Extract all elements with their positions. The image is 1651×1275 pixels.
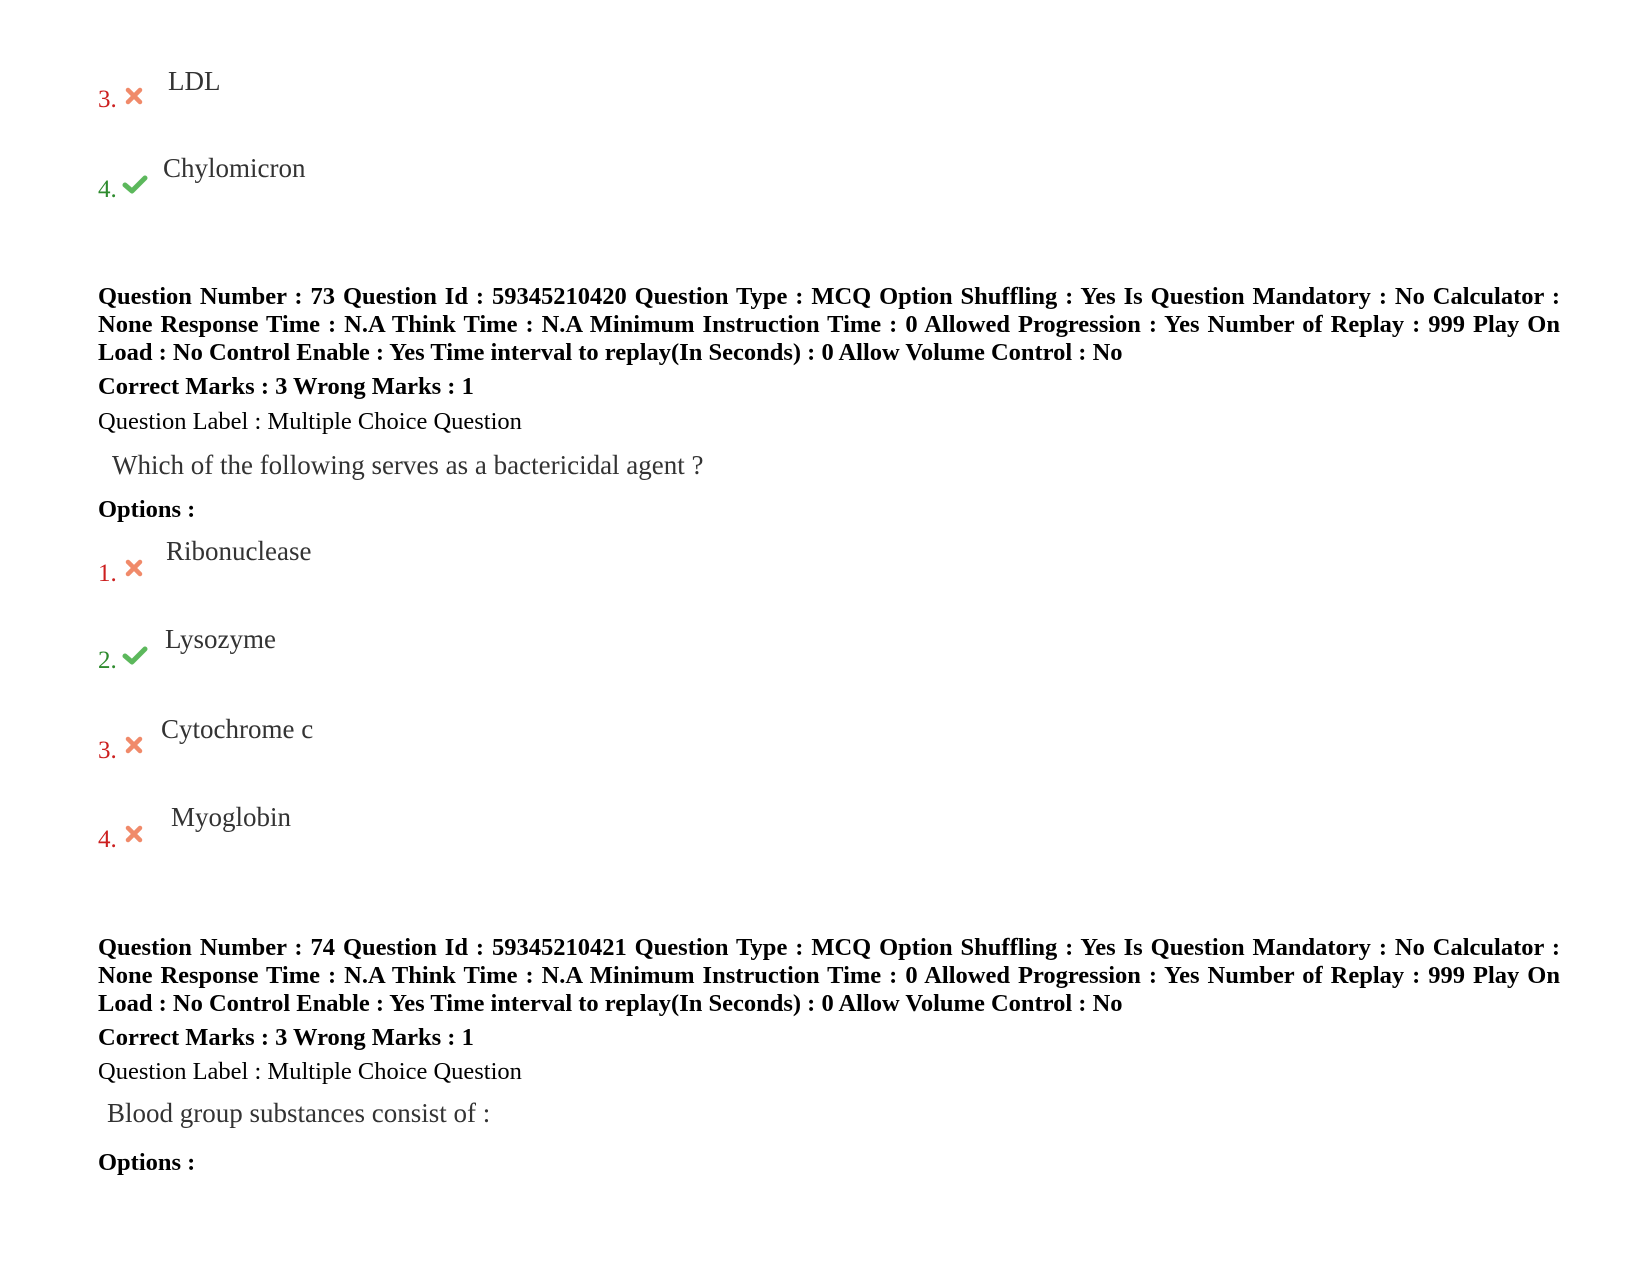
option-number: 4.: [98, 176, 117, 203]
option-text: Ribonuclease: [166, 536, 312, 566]
option-number: 2.: [98, 647, 117, 674]
cross-icon: [124, 86, 144, 106]
option-text: Myoglobin: [171, 802, 292, 832]
question-text: Which of the following serves as a bactericidal agent ?: [112, 450, 704, 480]
check-icon: [122, 645, 148, 665]
option-number: 1.: [98, 560, 117, 587]
option-number: 4.: [98, 826, 117, 853]
option-number: 3.: [98, 86, 117, 113]
cross-icon: [124, 824, 144, 844]
question-marks: Correct Marks : 3 Wrong Marks : 1: [98, 373, 474, 400]
option-number: 3.: [98, 737, 117, 764]
option-text: Chylomicron: [163, 153, 306, 183]
option-text: Cytochrome c: [161, 714, 314, 744]
option-text: Lysozyme: [165, 624, 276, 654]
cross-icon: [124, 558, 144, 578]
check-icon: [122, 174, 148, 194]
question-meta: Question Number : 74 Question Id : 59345210421 Question Type : MCQ Option Shuffling : Yes Is Question Mandatory : No Calculator : None Response Time : N.A Think Time : N.A Minimum Instruction Time : 0 Allowed Progression : Yes Number of Replay : 999 Play On Load : No Control Enable : Yes Time interval to replay(In Seconds) : 0 Allow Volume Control : No: [98, 934, 1560, 1017]
question-label: Question Label : Multiple Choice Question: [98, 1058, 522, 1085]
question-text: Blood group substances consist of :: [107, 1098, 491, 1128]
options-header: Options :: [98, 1149, 196, 1176]
question-label: Question Label : Multiple Choice Question: [98, 408, 522, 435]
options-header: Options :: [98, 496, 196, 523]
question-marks: Correct Marks : 3 Wrong Marks : 1: [98, 1024, 474, 1051]
cross-icon: [124, 735, 144, 755]
option-text: LDL: [168, 66, 221, 96]
question-meta: Question Number : 73 Question Id : 59345210420 Question Type : MCQ Option Shuffling : Yes Is Question Mandatory : No Calculator : None Response Time : N.A Think Time : N.A Minimum Instruction Time : 0 Allowed Progression : Yes Number of Replay : 999 Play On Load : No Control Enable : Yes Time interval to replay(In Seconds) : 0 Allow Volume Control : No: [98, 283, 1560, 366]
